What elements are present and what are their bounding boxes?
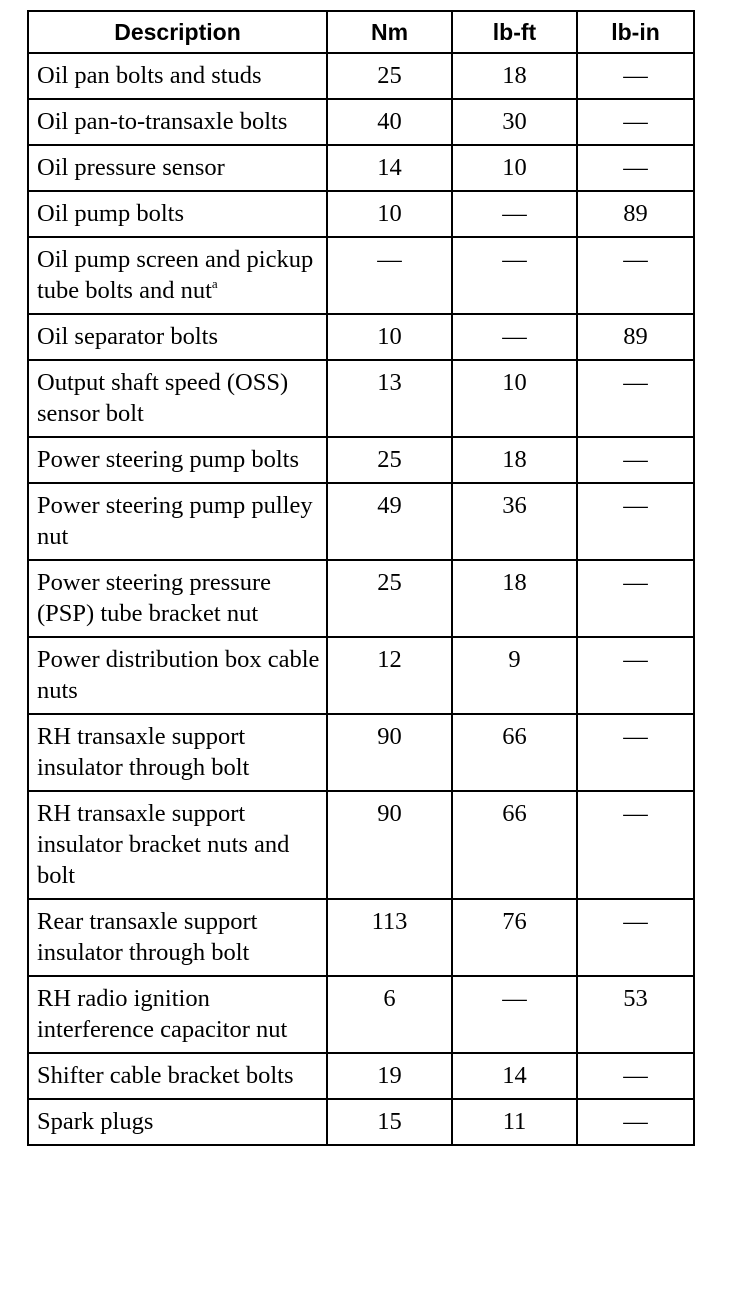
table-row — [28, 791, 694, 899]
nm-cell: 90 — [327, 714, 452, 791]
description-cell: Power steering pressure (PSP) tube bracket nut — [28, 560, 327, 637]
description-cell: Oil pan bolts and studs — [28, 53, 327, 99]
lbft-cell: 18 — [452, 560, 577, 637]
lbin-cell: — — [577, 237, 694, 314]
lbin-cell: 89 — [577, 191, 694, 237]
footnote-marker: a — [211, 276, 218, 291]
lbft-cell: 30 — [452, 99, 577, 145]
description-cell: RH transaxle support insulator through bolt — [28, 714, 327, 791]
nm-cell: 25 — [327, 560, 452, 637]
lbin-cell: — — [577, 99, 694, 145]
description-cell: RH radio ignition interference capacitor nut — [28, 976, 327, 1053]
nm-cell: 113 — [327, 899, 452, 976]
table-row — [28, 360, 694, 437]
table-row — [28, 1053, 694, 1099]
description-cell: Power steering pump pulley nut — [28, 483, 327, 560]
lbin-cell: — — [577, 145, 694, 191]
nm-cell: — — [327, 237, 452, 314]
nm-cell: 10 — [327, 314, 452, 360]
nm-cell: 19 — [327, 1053, 452, 1099]
nm-cell: 12 — [327, 637, 452, 714]
description-cell: Shifter cable bracket bolts — [28, 1053, 327, 1099]
description-text: Oil pump screen and pickup tube bolts and nut — [37, 246, 314, 304]
lbin-cell: — — [577, 899, 694, 976]
description-cell: Spark plugs — [28, 1099, 327, 1145]
description-cell — [28, 237, 327, 314]
table-row — [28, 899, 694, 976]
lbin-cell: — — [577, 791, 694, 899]
torque-spec-table — [27, 10, 695, 1146]
lbin-cell: — — [577, 714, 694, 791]
description-cell: Oil pressure sensor — [28, 145, 327, 191]
table-row — [28, 99, 694, 145]
lbin-cell: 53 — [577, 976, 694, 1053]
nm-cell: 40 — [327, 99, 452, 145]
nm-cell: 10 — [327, 191, 452, 237]
description-cell: Power steering pump bolts — [28, 437, 327, 483]
lbft-cell: — — [452, 976, 577, 1053]
description-cell: Oil pan-to-transaxle bolts — [28, 99, 327, 145]
nm-cell: 6 — [327, 976, 452, 1053]
table-row — [28, 560, 694, 637]
lbft-cell: — — [452, 237, 577, 314]
lbin-cell: — — [577, 1053, 694, 1099]
lbin-cell: — — [577, 437, 694, 483]
description-cell: Power distribution box cable nuts — [28, 637, 327, 714]
lbin-cell: — — [577, 360, 694, 437]
lbin-cell: — — [577, 53, 694, 99]
description-cell: Oil separator bolts — [28, 314, 327, 360]
description-cell: Output shaft speed (OSS) sensor bolt — [28, 360, 327, 437]
nm-cell: 15 — [327, 1099, 452, 1145]
lbft-cell: 10 — [452, 145, 577, 191]
lbft-cell: 76 — [452, 899, 577, 976]
lbin-cell: — — [577, 483, 694, 560]
table-row — [28, 191, 694, 237]
nm-cell: 90 — [327, 791, 452, 899]
nm-cell: 25 — [327, 437, 452, 483]
header-row — [28, 11, 694, 53]
table-row — [28, 714, 694, 791]
description-cell: Oil pump bolts — [28, 191, 327, 237]
lbin-cell: 89 — [577, 314, 694, 360]
lbft-cell: 11 — [452, 1099, 577, 1145]
table-row — [28, 145, 694, 191]
table-row — [28, 437, 694, 483]
header-description: Description — [28, 11, 327, 53]
header-lbin: lb-in — [577, 11, 694, 53]
description-cell: Rear transaxle support insulator through bolt — [28, 899, 327, 976]
table-row — [28, 637, 694, 714]
nm-cell: 49 — [327, 483, 452, 560]
lbft-cell: 66 — [452, 791, 577, 899]
table-row — [28, 53, 694, 99]
lbin-cell: — — [577, 560, 694, 637]
table-row — [28, 1099, 694, 1145]
lbin-cell: — — [577, 1099, 694, 1145]
header-nm: Nm — [327, 11, 452, 53]
lbft-cell: 9 — [452, 637, 577, 714]
description-cell: RH transaxle support insulator bracket nuts and bolt — [28, 791, 327, 899]
lbft-cell: — — [452, 191, 577, 237]
lbft-cell: 66 — [452, 714, 577, 791]
lbft-cell: 18 — [452, 53, 577, 99]
nm-cell: 25 — [327, 53, 452, 99]
lbin-cell: — — [577, 637, 694, 714]
header-lbft: lb-ft — [452, 11, 577, 53]
lbft-cell: 10 — [452, 360, 577, 437]
table-row — [28, 976, 694, 1053]
lbft-cell: 18 — [452, 437, 577, 483]
lbft-cell: 14 — [452, 1053, 577, 1099]
lbft-cell: 36 — [452, 483, 577, 560]
table-row — [28, 483, 694, 560]
lbft-cell: — — [452, 314, 577, 360]
table-row — [28, 237, 694, 314]
nm-cell: 13 — [327, 360, 452, 437]
table-row — [28, 314, 694, 360]
nm-cell: 14 — [327, 145, 452, 191]
